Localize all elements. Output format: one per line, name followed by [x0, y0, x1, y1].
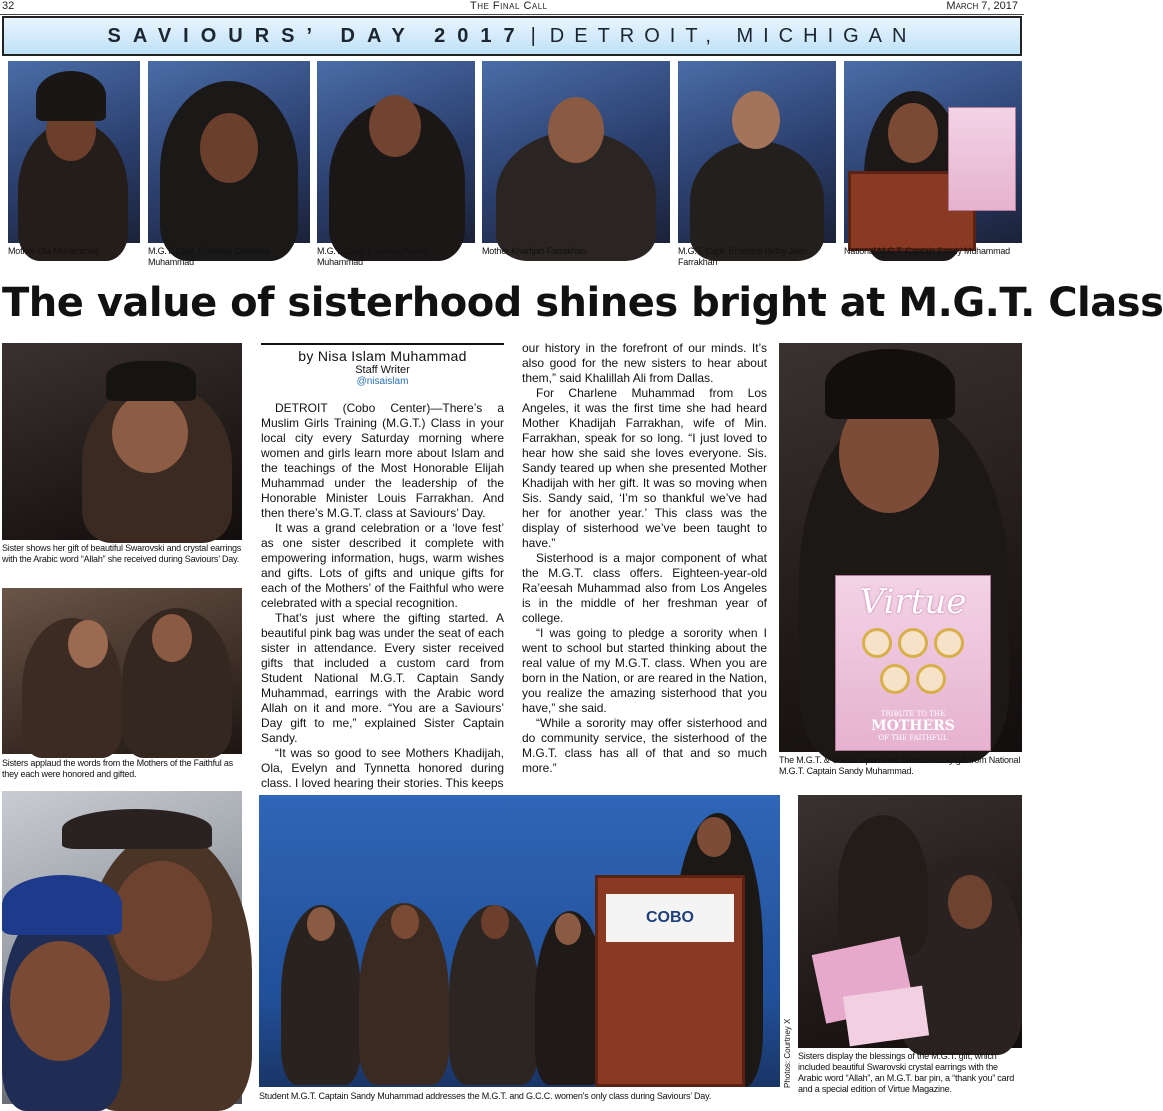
caption-top-6: National M.G.T. Captain Sandy Muhammad [844, 246, 1010, 256]
byline-author: by Nisa Islam Muhammad [298, 348, 467, 364]
photo-officers [2, 791, 242, 1104]
article-paragraph: It was a grand celebration or a ‘love fest’ as one sister described it complete with empowering information, hugs, warm wishes and gifts. Lots of gifts and unique gifts for each of the Mothers’ of the Faithful who were celebrated with a special recognition. [261, 521, 504, 610]
caption-top-2: M.G.T. Capt. Emeritus Charlene Muhammad [148, 246, 270, 267]
photo-stage [259, 795, 780, 1087]
article-headline: The value of sisterhood shines bright at M.G.T. Class [2, 280, 1163, 326]
paper-name: The Final Call [470, 0, 548, 12]
article-column-1 [261, 401, 504, 791]
byline-rule [261, 343, 504, 345]
section-banner [2, 16, 1022, 56]
byline [261, 348, 504, 387]
article-paragraph: DETROIT (Cobo Center)—There’s a Muslim Girls Training (M.G.T.) Class in your local city every Saturday morning where women and girls learn more about Islam and the teachings of the Most Honorable Elijah Muhammad under the leadership of the Honorable Minister Louis Farrakhan. And then there’s M.G.T. class at Saviours’ Day. [261, 401, 504, 520]
caption-top-5: M.G.T. Capt. Emeritus Betsy Jean Farrakhan [678, 246, 808, 267]
photo-credit: Photos: Courtney X [783, 1018, 792, 1088]
virtue-magazine [835, 575, 991, 751]
article-paragraph: “I was going to pledge a sorority when I went to school but started thinking about the real value of my M.G.T. class. When you are born in the Nation, or are reared in the Nation, you realize the amazing sisterhood that you have,” she said. [522, 626, 767, 715]
banner-location: DETROIT, MICHIGAN [549, 24, 917, 47]
caption-bottom-right: Sisters display the blessings of the M.G.T. gift, which included beautiful Swarovski crystal earrings with the Arabic word “Allah”, an M.G.T. bar pin, a “thank you” card and a special edition of Virtue Magazine. [798, 1051, 1014, 1094]
photo-betsy-jean [678, 61, 836, 243]
photo-sisters-gifts [798, 795, 1022, 1048]
banner-event: SAVIOURS’ DAY 2017 [107, 24, 527, 47]
photo-sisters-applaud [2, 588, 242, 754]
caption-right-1: The M.G.T. & G.C.C. open their Saviours’ Day gift from National M.G.T. Captain Sandy Muhammad. [779, 755, 1021, 776]
article-paragraph: “While a sorority may offer sisterhood and do community service, the sisterhood of the M.G.T. class has all of that and so much more.” [522, 716, 767, 775]
banner-separator: | [530, 24, 536, 47]
article-paragraph: That’s just where the gifting started. A beautiful pink bag was under the seat of each sister in attendance. Every sister received gifts that included a custom card from Student National M.G.T. Captain Sandy Muhammad, earrings with the Arabic word Allah on it and more. “You are a Saviours’ Day gift to me,” explained Sister Captain Sandy. [261, 611, 504, 745]
caption-bottom-center: Student M.G.T. Captain Sandy Muhammad addresses the M.G.T. and G.C.C. women’s only class during Saviours’ Day. [259, 1091, 712, 1101]
caption-top-3: M.G.T. Capt. Emeritus Aishah Muhammad [317, 246, 430, 267]
caption-top-4: Mother Khadijah Farrakhan [482, 246, 587, 256]
byline-handle[interactable]: @nisaislam [356, 376, 409, 387]
photo-mother-ola [8, 61, 140, 243]
caption-left-1: Sister shows her gift of beautiful Swarovski and crystal earrings with the Arabic word “Allah” she received during Saviours’ Day. [2, 543, 242, 564]
article-paragraph: Sisterhood is a major component of what the M.G.T. class offers. Eighteen-year-old Ra’eesah Muhammad also from Los Angeles is in the middle of her freshman year of college. [522, 551, 767, 625]
page-number: 32 [2, 0, 15, 12]
gcc-cap [2, 875, 122, 935]
officer-cap [62, 809, 212, 849]
article-column-2 [522, 341, 767, 776]
byline-title: Staff Writer [355, 364, 410, 376]
article-paragraph: For Charlene Muhammad from Los Angeles, it was the first time she had heard Mother Khadijah Farrakhan, wife of Min. Farrakhan, speak for so long. “I just loved to hear how she said she loves everyone. Sis. Sandy teared up when she presented Mother Khadijah with her gift. It was so moving when Sis. Sandy said, ‘I’m so thankful we’ve had her for another year.’ This class was the display of sisterhood we’ve been taught to have.” [522, 386, 767, 550]
podium-sign: COBO [606, 894, 734, 942]
magazine-title: Virtue [859, 582, 967, 622]
photo-khadijah [482, 61, 670, 243]
caption-left-2: Sisters applaud the words from the Mothers of the Faithful as they each were honored and gifted. [2, 758, 233, 779]
article-paragraph: “It was so good to see Mothers Khadijah, Ola, Evelyn and Tynnetta honored during class. I loved hearing their stories. This keeps [261, 746, 504, 790]
magazine-subtitle-2: MOTHERS [871, 718, 955, 734]
photo-sandy [844, 61, 1022, 243]
issue-date: March 7, 2017 [946, 0, 1018, 12]
photo-earrings-sister [2, 343, 242, 540]
magazine-subtitle-1: TRIBUTE TO THE [880, 710, 946, 718]
photo-aishah [317, 61, 475, 243]
photo-virtue-magazine [779, 343, 1022, 752]
magazine-subtitle-3: OF THE FAITHFUL [878, 734, 948, 742]
photo-charlene [148, 61, 310, 243]
masthead [0, 0, 1024, 14]
podium [595, 875, 745, 1087]
caption-top-1: Mother Ola Muhammad [8, 246, 99, 256]
article-paragraph: our history in the forefront of our minds. It’s also good for the new sisters to hear about them,” said Khalillah Ali from Dallas. [522, 341, 767, 385]
masthead-rule [0, 14, 1024, 15]
